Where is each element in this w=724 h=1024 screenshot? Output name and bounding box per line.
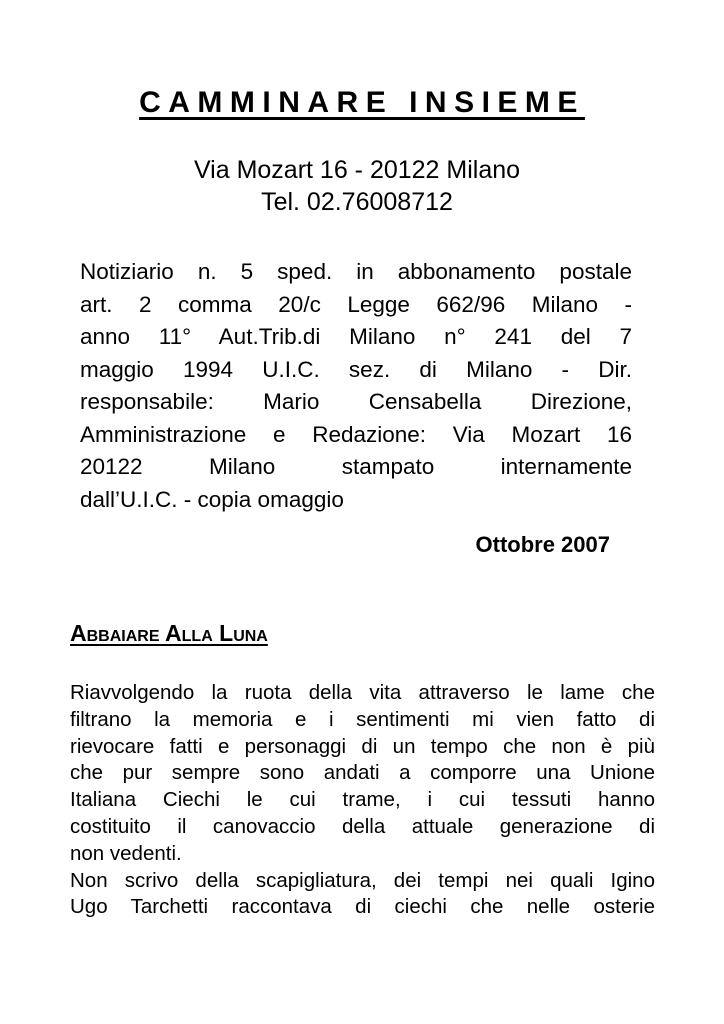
article-title: Abbaiare Alla Luna	[70, 620, 268, 646]
notice-line: 20122 Milano stampato internamente	[80, 454, 632, 479]
address-line: Via Mozart 16 - 20122 Milano	[193, 156, 521, 184]
notice-line: maggio 1994 U.I.C. sez. di Milano - Dir.	[80, 356, 632, 382]
notice-line: art. 2 comma 20/c Legge 662/96 Milano -	[80, 291, 632, 317]
article-line: costituito il canovaccio della attuale generazione di	[70, 814, 655, 838]
notice-line: anno 11° Aut.Trib.di Milano n° 241 del 7	[80, 324, 632, 349]
article-line: Italiana Ciechi le cui trame, i cui tessuti hanno	[70, 788, 655, 812]
article-line: filtrano la memoria e i sentimenti mi vien fatto di	[70, 707, 655, 731]
article-line: non vedenti.	[70, 841, 182, 865]
phone-line: Tel. 02.76008712	[261, 188, 453, 216]
notice-line: Notiziario n. 5 sped. in abbonamento postale	[80, 259, 632, 284]
article-line: Riavvolgendo la ruota della vita attraverso le lame che	[70, 681, 655, 704]
article-body	[70, 680, 655, 921]
notice-line: responsabile: Mario Censabella Direzione,	[80, 389, 632, 414]
publication-notice	[80, 256, 632, 516]
issue-date: Ottobre 2007	[475, 532, 610, 557]
article-line: che pur sempre sono andati a comporre una Unione	[70, 761, 655, 785]
article-line: Non scrivo della scapigliatura, dei tempi nei quali Igino	[70, 868, 655, 892]
article-line: rievocare fatti e personaggi di un tempo che non è più	[70, 734, 655, 758]
newsletter-title: CAMMINARE INSIEME	[139, 86, 585, 119]
notice-line: Amministrazione e Redazione: Via Mozart 16	[80, 421, 632, 447]
article-line: Ugo Tarchetti raccontava di ciechi che nelle osterie	[70, 895, 655, 919]
notice-line: dall’U.I.C. - copia omaggio	[80, 486, 344, 512]
address-block	[0, 154, 714, 218]
